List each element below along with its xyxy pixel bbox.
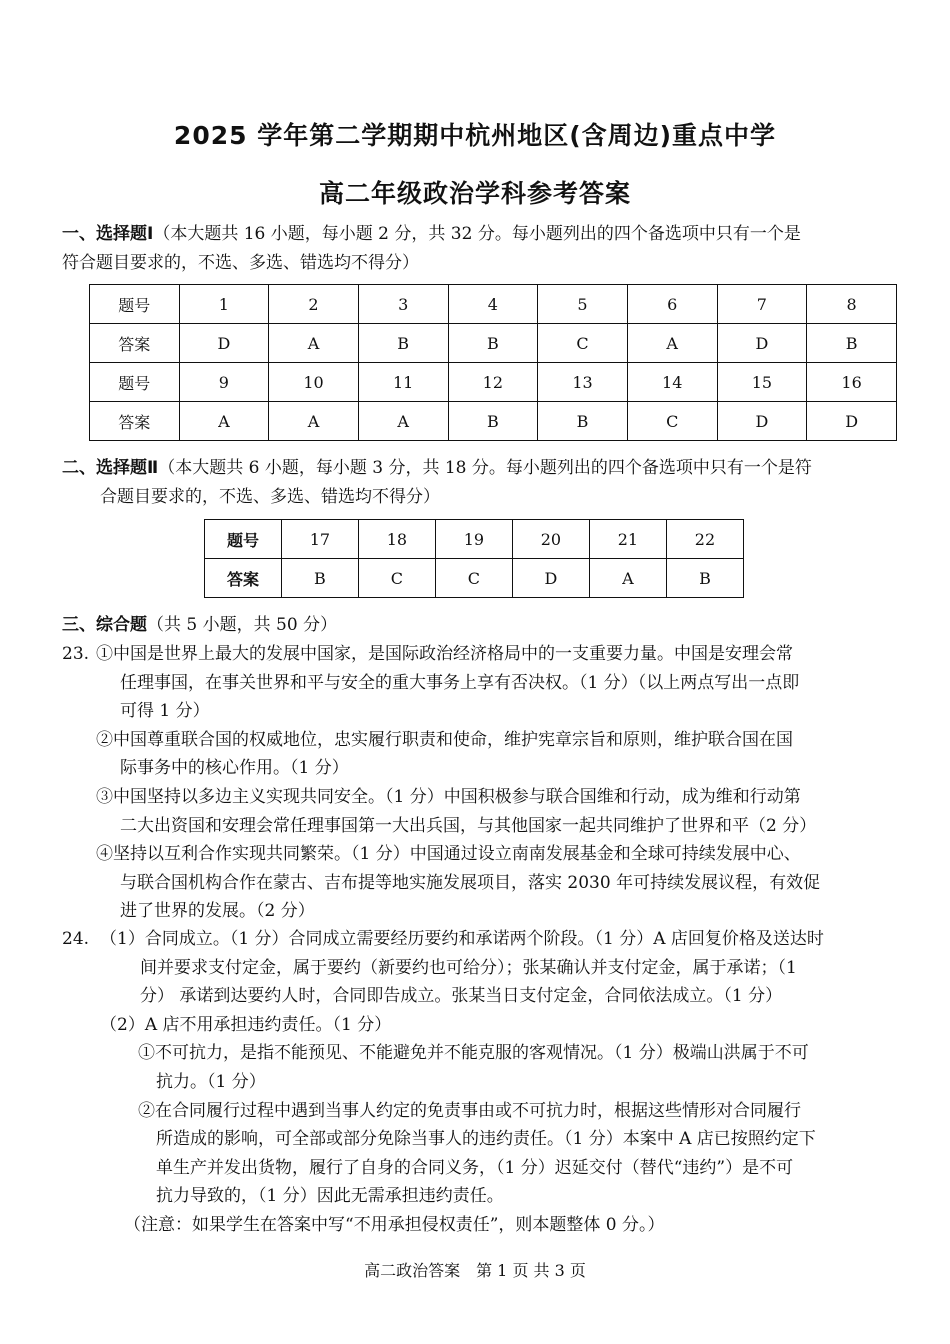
table-cell: 22 — [666, 520, 743, 559]
table-cell: A — [627, 324, 717, 363]
table-cell: B — [448, 402, 538, 441]
q23-point-4-line-1: ④坚持以互利合作实现共同繁荣。（1 分）中国通过设立南南发展基金和全球可持续发展中心、 — [96, 844, 801, 865]
table-cell: D — [512, 559, 589, 598]
table-cell: 11 — [358, 363, 448, 402]
table-row — [90, 363, 897, 402]
table-row-header: 答案 — [90, 324, 180, 363]
table-row-header: 题号 — [205, 520, 282, 559]
section-3-desc: （共 5 小题，共 50 分） — [147, 615, 338, 635]
table-cell: 17 — [281, 520, 358, 559]
section-2-desc: （本大题共 6 小题，每小题 3 分，共 18 分。每小题列出的四个备选项中只有一个是符 — [158, 458, 812, 478]
table-cell: B — [666, 559, 743, 598]
page-footer: 高二政治答案 第 1 页 共 3 页 — [364, 1261, 586, 1280]
table-cell: 12 — [448, 363, 538, 402]
table-cell: D — [807, 402, 897, 441]
q23-point-2 — [96, 726, 892, 783]
q23-point-4-line-2: 与联合国机构合作在蒙古、吉布提等地实施发展项目，落实 2030 年可持续发展议程，有效促 — [120, 872, 821, 893]
table-cell: 21 — [589, 520, 666, 559]
table-cell: 13 — [538, 363, 628, 402]
table-cell: D — [717, 402, 807, 441]
table-cell: C — [435, 559, 512, 598]
section-3-header — [62, 611, 892, 640]
table-row-header: 题号 — [90, 285, 180, 324]
table-cell: 18 — [358, 520, 435, 559]
table-cell: A — [589, 559, 666, 598]
table-cell: C — [358, 559, 435, 598]
table-cell: A — [358, 402, 448, 441]
section-1-header — [62, 220, 892, 278]
table-cell: 7 — [717, 285, 807, 324]
q23-point-4-line-3: 进了世界的发展。（2 分） — [120, 901, 315, 922]
section-1-answer-table — [89, 284, 897, 441]
q23-point-1 — [96, 640, 892, 726]
table-cell: 9 — [179, 363, 269, 402]
q24-part-2-point-2-line-2: 所造成的影响，可全部或部分免除当事人的违约责任。（1 分）本案中 A 店已按照约定下 — [156, 1129, 816, 1150]
table-cell: D — [179, 324, 269, 363]
q24-part-2-point-2-line-1: ②在合同履行过程中遇到当事人约定的免责事由或不可抗力时，根据这些情形对合同履行 — [138, 1100, 801, 1121]
q23-point-3 — [96, 783, 892, 840]
table-row — [205, 559, 744, 598]
table-cell: C — [538, 324, 628, 363]
table-cell: A — [269, 324, 359, 363]
table-row-header: 答案 — [90, 402, 180, 441]
table-cell: 2 — [269, 285, 359, 324]
table-cell: A — [269, 402, 359, 441]
q23-point-1-line-3: 可得 1 分） — [120, 701, 210, 722]
q24-part-2: （2）A 店不用承担违约责任。（1 分） — [100, 1014, 392, 1035]
table-cell: 1 — [179, 285, 269, 324]
section-2-title: 二、选择题Ⅱ — [62, 458, 159, 478]
question-23 — [62, 640, 892, 926]
q24-part-1-line-1: （1）合同成立。（1 分）合同成立需要经历要约和承诺两个阶段。（1 分）A 店回复价格及送达时 — [100, 929, 824, 949]
table-cell: A — [179, 402, 269, 441]
table-row-header: 答案 — [205, 559, 282, 598]
q24-part-1-line-3: 分） 承诺到达要约人时，合同即告成立。张某当日支付定金，合同依法成立。（1 分） — [140, 986, 783, 1007]
section-2-desc-cont: 合题目要求的，不选、多选、错选均不得分） — [100, 487, 440, 507]
table-cell: 3 — [358, 285, 448, 324]
table-cell: 16 — [807, 363, 897, 402]
table-cell: 14 — [627, 363, 717, 402]
section-1-desc: （本大题共 16 小题，每小题 2 分，共 32 分。每小题列出的四个备选项中只有一个是 — [153, 224, 801, 244]
table-row-header: 题号 — [90, 363, 180, 402]
table-cell: D — [717, 324, 807, 363]
q24-part-2-point-1-line-2: 抗力。（1 分） — [156, 1071, 266, 1092]
q24-part-2-point-2-line-4: 抗力导致的，（1 分）因此无需承担违约责任。 — [156, 1186, 504, 1207]
q23-point-2-line-2: 际事务中的核心作用。（1 分） — [120, 758, 349, 779]
q23-point-1-line-1: ①中国是世界上最大的发展中国家，是国际政治经济格局中的一支重要力量。中国是安理会常 — [96, 644, 793, 664]
question-23-number: 23. — [62, 644, 90, 664]
table-cell: B — [538, 402, 628, 441]
q24-part-2-point-2 — [138, 1097, 892, 1211]
table-cell: 10 — [269, 363, 359, 402]
q24-note: （注意：如果学生在答案中写“不用承担侵权责任”，则本题整体 0 分。） — [124, 1214, 665, 1235]
q23-point-3-line-2: 二大出资国和安理会常任理事国第一大出兵国，与其他国家一起共同维护了世界和平（2 分） — [120, 815, 817, 836]
question-24 — [62, 925, 892, 1240]
table-row — [90, 285, 897, 324]
table-row — [90, 402, 897, 441]
q24-part-1-line-2: 间并要求支付定金，属于要约（新要约也可给分）；张某确认并支付定金，属于承诺；（1 — [140, 957, 797, 978]
q23-point-1-line-2: 任理事国，在事关世界和平与安全的重大事务上享有否决权。（1 分）（以上两点写出一点即 — [120, 672, 800, 693]
table-cell: B — [358, 324, 448, 363]
table-cell: B — [281, 559, 358, 598]
q23-point-4 — [96, 840, 892, 926]
q24-part-2-point-1-line-1: ①不可抗力，是指不能预见、不能避免并不能克服的客观情况。（1 分）极端山洪属于不可 — [138, 1043, 809, 1064]
section-2-header — [62, 454, 892, 512]
table-cell: 20 — [512, 520, 589, 559]
q23-point-2-line-1: ②中国尊重联合国的权威地位，忠实履行职责和使命，维护宪章宗旨和原则，维护联合国在国 — [96, 729, 793, 750]
q24-part-2-point-2-line-3: 单生产并发出货物，履行了自身的合同义务，（1 分）迟延交付（替代“违约”）是不可 — [156, 1157, 794, 1178]
q24-part-1 — [100, 925, 892, 1011]
table-cell: 5 — [538, 285, 628, 324]
table-cell: 8 — [807, 285, 897, 324]
table-cell: C — [627, 402, 717, 441]
section-1-desc-cont: 符合题目要求的，不选、多选、错选均不得分） — [62, 253, 419, 273]
table-cell: 19 — [435, 520, 512, 559]
document-title: 2025 学年第二学期期中杭州地区(含周边)重点中学 — [173, 121, 777, 150]
table-row — [205, 520, 744, 559]
document-subtitle: 高二年级政治学科参考答案 — [318, 179, 631, 208]
table-cell: 4 — [448, 285, 538, 324]
q23-point-3-line-1: ③中国坚持以多边主义实现共同安全。（1 分）中国积极参与联合国维和行动，成为维和行动第 — [96, 786, 801, 807]
section-1-title: 一、选择题Ⅰ — [62, 224, 154, 244]
section-2-answer-table — [204, 519, 744, 598]
table-cell: B — [807, 324, 897, 363]
table-cell: 15 — [717, 363, 807, 402]
question-24-number: 24. — [62, 929, 90, 949]
table-cell: 6 — [627, 285, 717, 324]
q24-part-2-point-1 — [138, 1039, 892, 1096]
table-cell: B — [448, 324, 538, 363]
section-3-title: 三、综合题 — [62, 615, 147, 635]
table-row — [90, 324, 897, 363]
